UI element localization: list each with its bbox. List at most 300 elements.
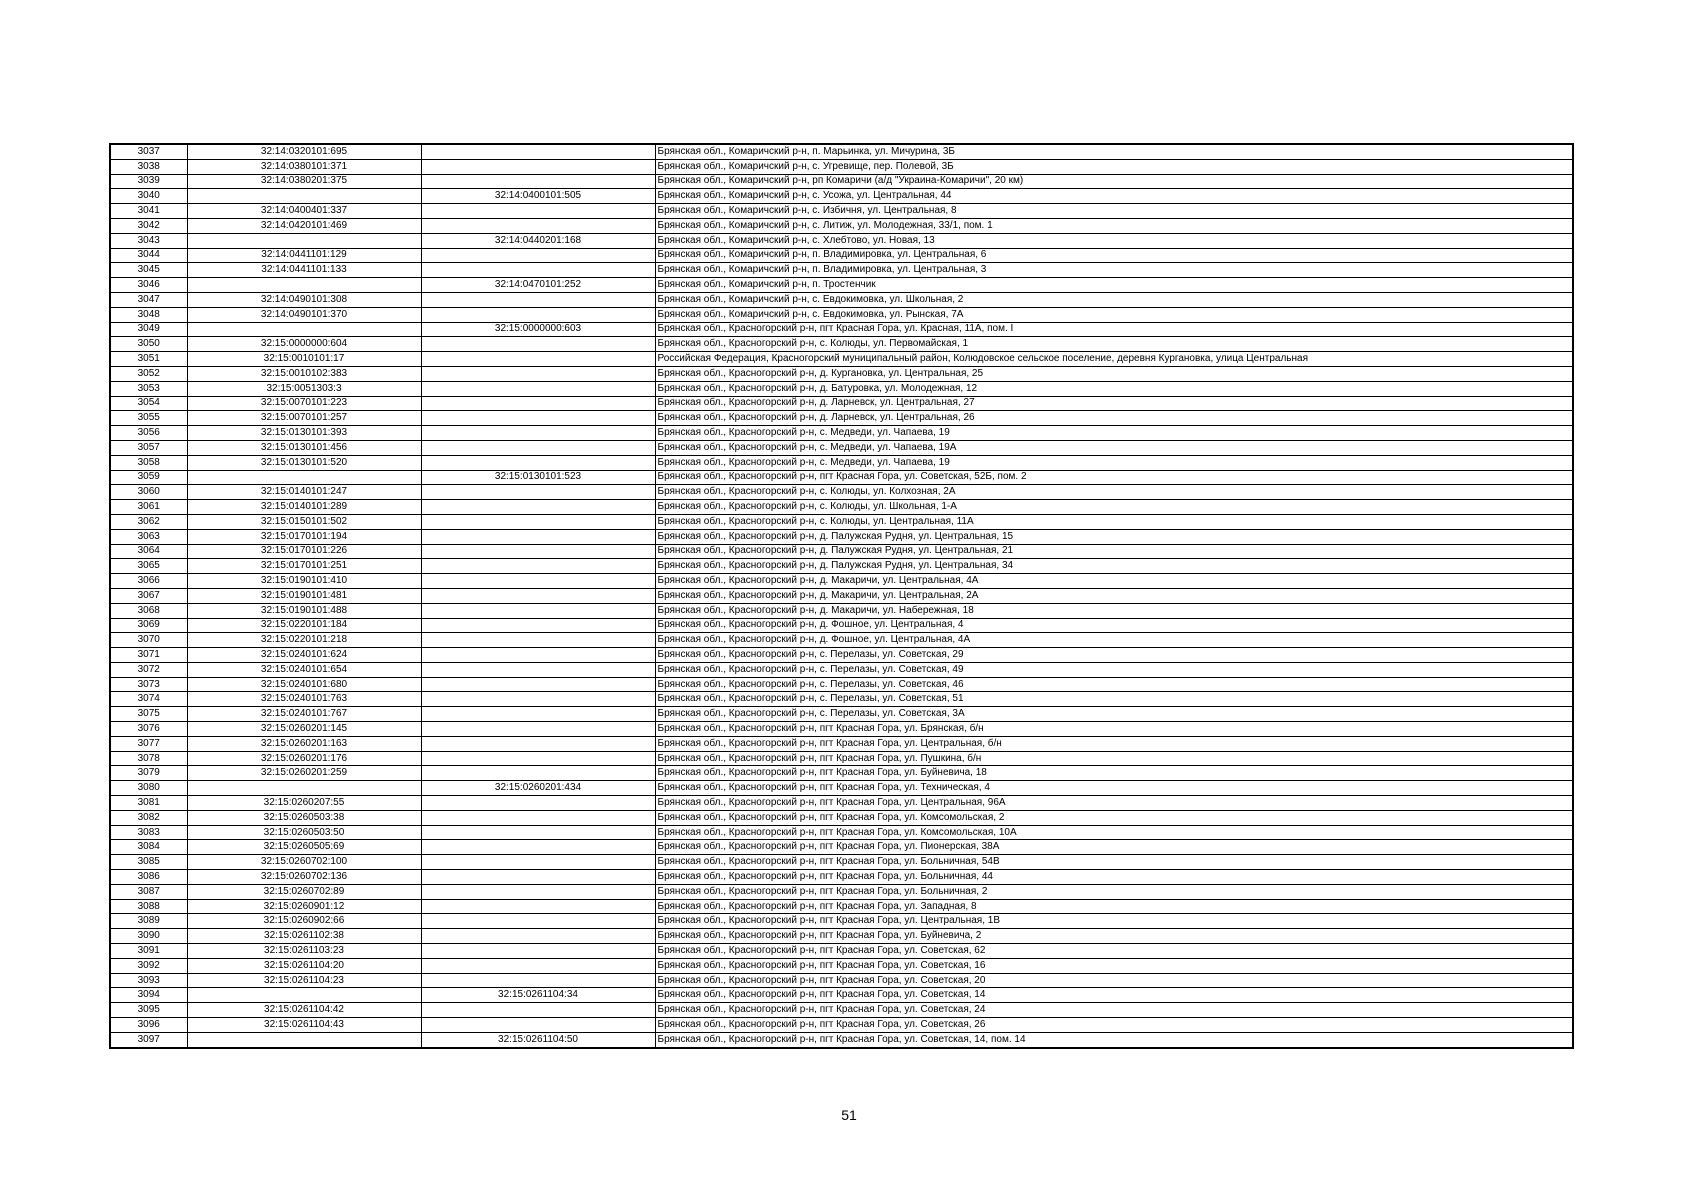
address-cell: Брянская обл., Комаричский р-н, п. Марьинка, ул. Мичурина, 3Б [655, 144, 1573, 159]
row-number-cell: 3073 [110, 677, 187, 692]
table-row [110, 278, 1573, 293]
cadastral-number-alt-cell [421, 914, 655, 929]
cadastral-number-alt-cell [421, 144, 655, 159]
address-cell: Брянская обл., Красногорский р-н, д. Фошное, ул. Центральная, 4А [655, 633, 1573, 648]
cadastral-number-cell [187, 189, 421, 204]
table-row [110, 692, 1573, 707]
row-number-cell: 3040 [110, 189, 187, 204]
address-cell: Брянская обл., Красногорский р-н, пгт Красная Гора, ул. Больничная, 54В [655, 855, 1573, 870]
cadastral-number-cell: 32:15:0130101:393 [187, 426, 421, 441]
address-cell: Брянская обл., Красногорский р-н, д. Палужская Рудня, ул. Центральная, 34 [655, 559, 1573, 574]
cadastral-number-cell: 32:15:0140101:289 [187, 500, 421, 515]
cadastral-number-alt-cell [421, 944, 655, 959]
row-number-cell: 3071 [110, 648, 187, 663]
address-cell: Брянская обл., Комаричский р-н, с. Евдокимовка, ул. Рынская, 7А [655, 307, 1573, 322]
address-cell: Брянская обл., Красногорский р-н, с. Перелазы, ул. Советская, 46 [655, 677, 1573, 692]
cadastral-number-alt-cell [421, 352, 655, 367]
table-row [110, 736, 1573, 751]
table-row [110, 781, 1573, 796]
address-cell: Брянская обл., Красногорский р-н, пгт Красная Гора, ул. Советская, 20 [655, 973, 1573, 988]
address-cell: Брянская обл., Красногорский р-н, пгт Красная Гора, ул. Техническая, 4 [655, 781, 1573, 796]
row-number-cell: 3046 [110, 278, 187, 293]
cadastral-number-cell [187, 1032, 421, 1047]
cadastral-number-cell: 32:15:0260702:89 [187, 884, 421, 899]
cadastral-number-alt-cell [421, 692, 655, 707]
cadastral-number-alt-cell [421, 1003, 655, 1018]
cadastral-number-alt-cell [421, 825, 655, 840]
table-row [110, 988, 1573, 1003]
row-number-cell: 3038 [110, 159, 187, 174]
address-cell: Брянская обл., Красногорский р-н, пгт Красная Гора, ул. Центральная, 96А [655, 796, 1573, 811]
cadastral-number-cell: 32:15:0220101:184 [187, 618, 421, 633]
cadastral-number-alt-cell: 32:15:0000000:603 [421, 322, 655, 337]
row-number-cell: 3060 [110, 485, 187, 500]
cadastral-number-alt-cell [421, 855, 655, 870]
row-number-cell: 3072 [110, 662, 187, 677]
address-cell: Брянская обл., Красногорский р-н, д. Макаричи, ул. Центральная, 2А [655, 588, 1573, 603]
address-cell: Брянская обл., Красногорский р-н, пгт Красная Гора, ул. Советская, 14 [655, 988, 1573, 1003]
row-number-cell: 3097 [110, 1032, 187, 1047]
row-number-cell: 3093 [110, 973, 187, 988]
row-number-cell: 3077 [110, 736, 187, 751]
cadastral-number-cell: 32:15:0000000:604 [187, 337, 421, 352]
cadastral-number-alt-cell [421, 707, 655, 722]
row-number-cell: 3049 [110, 322, 187, 337]
row-number-cell: 3092 [110, 958, 187, 973]
cadastral-number-alt-cell [421, 307, 655, 322]
row-number-cell: 3058 [110, 455, 187, 470]
row-number-cell: 3044 [110, 248, 187, 263]
cadastral-number-cell: 32:15:0170101:194 [187, 529, 421, 544]
address-cell: Брянская обл., Красногорский р-н, пгт Красная Гора, ул. Центральная, б/н [655, 736, 1573, 751]
cadastral-number-cell: 32:15:0260505:69 [187, 840, 421, 855]
table-row [110, 603, 1573, 618]
address-cell: Брянская обл., Красногорский р-н, д. Ларневск, ул. Центральная, 26 [655, 411, 1573, 426]
cadastral-number-cell [187, 781, 421, 796]
address-cell: Брянская обл., Красногорский р-н, д. Ларневск, ул. Центральная, 27 [655, 396, 1573, 411]
address-cell: Брянская обл., Красногорский р-н, пгт Красная Гора, ул. Буйневича, 2 [655, 929, 1573, 944]
cadastral-number-cell: 32:15:0240101:763 [187, 692, 421, 707]
table-row [110, 958, 1573, 973]
cadastral-number-cell: 32:15:0140101:247 [187, 485, 421, 500]
cadastral-number-cell: 32:15:0190101:410 [187, 574, 421, 589]
cadastral-number-cell [187, 322, 421, 337]
table-row [110, 366, 1573, 381]
cadastral-number-alt-cell [421, 159, 655, 174]
address-cell: Брянская обл., Комаричский р-н, п. Владимировка, ул. Центральная, 6 [655, 248, 1573, 263]
cadastral-number-alt-cell [421, 204, 655, 219]
table-row [110, 1003, 1573, 1018]
address-cell: Брянская обл., Комаричский р-н, с. Хлебтово, ул. Новая, 13 [655, 233, 1573, 248]
cadastral-number-alt-cell [421, 485, 655, 500]
table-row [110, 884, 1573, 899]
cadastral-number-cell: 32:15:0261102:38 [187, 929, 421, 944]
address-cell: Брянская обл., Красногорский р-н, с. Перелазы, ул. Советская, 51 [655, 692, 1573, 707]
table-row [110, 751, 1573, 766]
address-cell: Брянская обл., Красногорский р-н, пгт Красная Гора, ул. Советская, 24 [655, 1003, 1573, 1018]
address-cell: Брянская обл., Комаричский р-н, рп Комаричи (а/д "Украина-Комаричи", 20 км) [655, 174, 1573, 189]
row-number-cell: 3061 [110, 500, 187, 515]
cadastral-number-cell: 32:14:0400401:337 [187, 204, 421, 219]
cadastral-number-alt-cell [421, 870, 655, 885]
table-row [110, 233, 1573, 248]
cadastral-number-cell: 32:15:0260901:12 [187, 899, 421, 914]
cadastral-number-alt-cell [421, 722, 655, 737]
row-number-cell: 3074 [110, 692, 187, 707]
cadastral-number-alt-cell [421, 796, 655, 811]
cadastral-number-cell: 32:15:0261104:43 [187, 1018, 421, 1033]
table-row [110, 174, 1573, 189]
table-row [110, 352, 1573, 367]
address-cell: Брянская обл., Красногорский р-н, д. Фошное, ул. Центральная, 4 [655, 618, 1573, 633]
address-cell: Брянская обл., Красногорский р-н, пгт Красная Гора, ул. Больничная, 2 [655, 884, 1573, 899]
cadastral-number-alt-cell [421, 500, 655, 515]
cadastral-number-cell: 32:15:0051303:3 [187, 381, 421, 396]
cadastral-number-cell: 32:14:0441101:129 [187, 248, 421, 263]
row-number-cell: 3079 [110, 766, 187, 781]
table-row [110, 810, 1573, 825]
table-row [110, 677, 1573, 692]
row-number-cell: 3062 [110, 514, 187, 529]
address-cell: Брянская обл., Красногорский р-н, с. Колюды, ул. Центральная, 11А [655, 514, 1573, 529]
table-row [110, 307, 1573, 322]
cadastral-number-cell: 32:15:0260503:50 [187, 825, 421, 840]
table-row [110, 796, 1573, 811]
table-row [110, 204, 1573, 219]
address-cell: Брянская обл., Красногорский р-н, пгт Красная Гора, ул. Комсомольская, 10А [655, 825, 1573, 840]
cadastral-number-cell: 32:15:0260201:176 [187, 751, 421, 766]
row-number-cell: 3094 [110, 988, 187, 1003]
row-number-cell: 3039 [110, 174, 187, 189]
cadastral-number-alt-cell [421, 218, 655, 233]
cadastral-number-cell: 32:15:0170101:226 [187, 544, 421, 559]
address-cell: Брянская обл., Красногорский р-н, д. Палужская Рудня, ул. Центральная, 21 [655, 544, 1573, 559]
row-number-cell: 3082 [110, 810, 187, 825]
row-number-cell: 3076 [110, 722, 187, 737]
table-row [110, 396, 1573, 411]
row-number-cell: 3084 [110, 840, 187, 855]
cadastral-number-cell: 32:14:0380101:371 [187, 159, 421, 174]
row-number-cell: 3089 [110, 914, 187, 929]
cadastral-number-cell: 32:15:0260902:66 [187, 914, 421, 929]
cadastral-number-alt-cell [421, 529, 655, 544]
address-cell: Брянская обл., Красногорский р-н, пгт Красная Гора, ул. Центральная, 1В [655, 914, 1573, 929]
address-cell: Брянская обл., Красногорский р-н, пгт Красная Гора, ул. Пушкина, б/н [655, 751, 1573, 766]
row-number-cell: 3051 [110, 352, 187, 367]
row-number-cell: 3069 [110, 618, 187, 633]
cadastral-number-alt-cell [421, 736, 655, 751]
row-number-cell: 3057 [110, 440, 187, 455]
cadastral-number-alt-cell [421, 544, 655, 559]
cadastral-number-cell: 32:15:0130101:456 [187, 440, 421, 455]
address-cell: Брянская обл., Красногорский р-н, с. Медведи, ул. Чапаева, 19 [655, 426, 1573, 441]
table-row [110, 766, 1573, 781]
address-cell: Брянская обл., Красногорский р-н, пгт Красная Гора, ул. Комсомольская, 2 [655, 810, 1573, 825]
cadastral-number-cell: 32:14:0320101:695 [187, 144, 421, 159]
row-number-cell: 3075 [110, 707, 187, 722]
row-number-cell: 3037 [110, 144, 187, 159]
cadastral-number-cell: 32:15:0260201:145 [187, 722, 421, 737]
cadastral-number-alt-cell [421, 455, 655, 470]
row-number-cell: 3096 [110, 1018, 187, 1033]
table-row [110, 159, 1573, 174]
cadastral-number-alt-cell: 32:14:0440201:168 [421, 233, 655, 248]
row-number-cell: 3088 [110, 899, 187, 914]
address-cell: Брянская обл., Красногорский р-н, с. Колюды, ул. Школьная, 1-А [655, 500, 1573, 515]
row-number-cell: 3083 [110, 825, 187, 840]
table-row [110, 914, 1573, 929]
cadastral-number-cell: 32:15:0260702:100 [187, 855, 421, 870]
table-row [110, 485, 1573, 500]
table-body [110, 144, 1573, 1048]
row-number-cell: 3068 [110, 603, 187, 618]
address-cell: Брянская обл., Красногорский р-н, пгт Красная Гора, ул. Советская, 62 [655, 944, 1573, 959]
address-cell: Брянская обл., Красногорский р-н, пгт Красная Гора, ул. Пионерская, 38А [655, 840, 1573, 855]
cadastral-number-alt-cell [421, 174, 655, 189]
cadastral-number-cell: 32:15:0260702:136 [187, 870, 421, 885]
table-row [110, 248, 1573, 263]
table-row [110, 929, 1573, 944]
cadastral-number-cell: 32:15:0261104:23 [187, 973, 421, 988]
table-row [110, 825, 1573, 840]
row-number-cell: 3042 [110, 218, 187, 233]
cadastral-number-cell: 32:15:0010102:383 [187, 366, 421, 381]
address-cell: Брянская обл., Комаричский р-н, с. Евдокимовка, ул. Школьная, 2 [655, 292, 1573, 307]
cadastral-number-alt-cell [421, 514, 655, 529]
row-number-cell: 3066 [110, 574, 187, 589]
cadastral-number-alt-cell [421, 648, 655, 663]
cadastral-number-cell: 32:14:0490101:370 [187, 307, 421, 322]
address-cell: Брянская обл., Красногорский р-н, д. Палужская Рудня, ул. Центральная, 15 [655, 529, 1573, 544]
cadastral-number-alt-cell: 32:15:0130101:523 [421, 470, 655, 485]
cadastral-number-cell: 32:15:0240101:624 [187, 648, 421, 663]
row-number-cell: 3043 [110, 233, 187, 248]
cadastral-number-cell: 32:15:0260201:163 [187, 736, 421, 751]
row-number-cell: 3064 [110, 544, 187, 559]
row-number-cell: 3090 [110, 929, 187, 944]
table-row [110, 455, 1573, 470]
row-number-cell: 3085 [110, 855, 187, 870]
cadastral-number-cell [187, 470, 421, 485]
address-cell: Брянская обл., Красногорский р-н, пгт Красная Гора, ул. Советская, 26 [655, 1018, 1573, 1033]
cadastral-number-alt-cell [421, 396, 655, 411]
address-cell: Брянская обл., Комаричский р-н, с. Литиж, ул. Молодежная, 33/1, пом. 1 [655, 218, 1573, 233]
cadastral-number-alt-cell [421, 618, 655, 633]
table-row [110, 322, 1573, 337]
cadastral-number-alt-cell [421, 559, 655, 574]
table-row [110, 973, 1573, 988]
cadastral-number-cell [187, 278, 421, 293]
row-number-cell: 3053 [110, 381, 187, 396]
row-number-cell: 3063 [110, 529, 187, 544]
cadastral-number-alt-cell [421, 662, 655, 677]
cadastral-number-alt-cell [421, 958, 655, 973]
cadastral-number-cell [187, 233, 421, 248]
cadastral-number-alt-cell [421, 884, 655, 899]
cadastral-number-alt-cell [421, 1018, 655, 1033]
cadastral-number-cell: 32:15:0260201:259 [187, 766, 421, 781]
table-row [110, 840, 1573, 855]
cadastral-number-cell: 32:15:0190101:488 [187, 603, 421, 618]
table-row [110, 944, 1573, 959]
table-row [110, 381, 1573, 396]
table-row [110, 514, 1573, 529]
address-cell: Брянская обл., Красногорский р-н, д. Батуровка, ул. Молодежная, 12 [655, 381, 1573, 396]
cadastral-number-cell: 32:15:0261103:23 [187, 944, 421, 959]
cadastral-number-alt-cell [421, 337, 655, 352]
address-cell: Брянская обл., Красногорский р-н, д. Макаричи, ул. Набережная, 18 [655, 603, 1573, 618]
row-number-cell: 3050 [110, 337, 187, 352]
cadastral-number-cell: 32:15:0261104:42 [187, 1003, 421, 1018]
table-row [110, 292, 1573, 307]
cadastral-number-cell: 32:15:0240101:680 [187, 677, 421, 692]
address-cell: Брянская обл., Красногорский р-н, д. Кургановка, ул. Центральная, 25 [655, 366, 1573, 381]
row-number-cell: 3065 [110, 559, 187, 574]
address-cell: Брянская обл., Красногорский р-н, с. Колюды, ул. Колхозная, 2А [655, 485, 1573, 500]
row-number-cell: 3070 [110, 633, 187, 648]
table-row [110, 144, 1573, 159]
cadastral-number-alt-cell [421, 810, 655, 825]
cadastral-number-alt-cell: 32:15:0261104:50 [421, 1032, 655, 1047]
cadastral-number-alt-cell [421, 263, 655, 278]
table-row [110, 426, 1573, 441]
row-number-cell: 3052 [110, 366, 187, 381]
address-cell: Брянская обл., Красногорский р-н, пгт Красная Гора, ул. Брянская, б/н [655, 722, 1573, 737]
cadastral-number-alt-cell [421, 411, 655, 426]
cadastral-number-alt-cell [421, 899, 655, 914]
row-number-cell: 3056 [110, 426, 187, 441]
cadastral-number-cell: 32:15:0261104:20 [187, 958, 421, 973]
address-cell: Брянская обл., Красногорский р-н, пгт Красная Гора, ул. Больничная, 44 [655, 870, 1573, 885]
row-number-cell: 3078 [110, 751, 187, 766]
address-cell: Брянская обл., Красногорский р-н, пгт Красная Гора, ул. Советская, 52Б, пом. 2 [655, 470, 1573, 485]
table-row [110, 500, 1573, 515]
cadastral-number-alt-cell [421, 633, 655, 648]
address-cell: Брянская обл., Красногорский р-н, пгт Красная Гора, ул. Красная, 11А, пом. I [655, 322, 1573, 337]
table-row [110, 218, 1573, 233]
row-number-cell: 3091 [110, 944, 187, 959]
cadastral-number-alt-cell [421, 603, 655, 618]
cadastral-number-cell: 32:14:0441101:133 [187, 263, 421, 278]
cadastral-number-alt-cell [421, 929, 655, 944]
address-cell: Брянская обл., Красногорский р-н, пгт Красная Гора, ул. Западная, 8 [655, 899, 1573, 914]
table-row [110, 722, 1573, 737]
cadastral-number-cell: 32:15:0150101:502 [187, 514, 421, 529]
address-cell: Брянская обл., Красногорский р-н, с. Медведи, ул. Чапаева, 19А [655, 440, 1573, 455]
row-number-cell: 3087 [110, 884, 187, 899]
table-row [110, 618, 1573, 633]
address-cell: Брянская обл., Красногорский р-н, пгт Красная Гора, ул. Советская, 14, пом. 14 [655, 1032, 1573, 1047]
cadastral-number-alt-cell [421, 366, 655, 381]
cadastral-number-alt-cell: 32:15:0261104:34 [421, 988, 655, 1003]
cadastral-number-cell: 32:15:0260503:38 [187, 810, 421, 825]
address-cell: Брянская обл., Комаричский р-н, с. Угревище, пер. Полевой, 3Б [655, 159, 1573, 174]
address-cell: Брянская обл., Комаричский р-н, с. Избичня, ул. Центральная, 8 [655, 204, 1573, 219]
table-row [110, 588, 1573, 603]
cadastral-number-alt-cell [421, 840, 655, 855]
address-cell: Брянская обл., Красногорский р-н, с. Перелазы, ул. Советская, 3А [655, 707, 1573, 722]
table-row [110, 544, 1573, 559]
table-row [110, 707, 1573, 722]
address-cell: Брянская обл., Комаричский р-н, п. Владимировка, ул. Центральная, 3 [655, 263, 1573, 278]
cadastral-number-cell: 32:15:0260207:55 [187, 796, 421, 811]
row-number-cell: 3054 [110, 396, 187, 411]
cadastral-number-alt-cell [421, 677, 655, 692]
row-number-cell: 3055 [110, 411, 187, 426]
cadastral-number-alt-cell [421, 440, 655, 455]
table-row [110, 1018, 1573, 1033]
table-row [110, 337, 1573, 352]
cadastral-number-cell: 32:14:0490101:308 [187, 292, 421, 307]
cadastral-number-alt-cell [421, 766, 655, 781]
address-cell: Брянская обл., Комаричский р-н, п. Тростенчик [655, 278, 1573, 293]
table-row [110, 559, 1573, 574]
address-cell: Брянская обл., Красногорский р-н, с. Перелазы, ул. Советская, 29 [655, 648, 1573, 663]
cadastral-number-alt-cell [421, 574, 655, 589]
cadastral-number-cell: 32:15:0240101:767 [187, 707, 421, 722]
row-number-cell: 3095 [110, 1003, 187, 1018]
address-cell: Брянская обл., Красногорский р-н, с. Колюды, ул. Первомайская, 1 [655, 337, 1573, 352]
address-cell: Брянская обл., Красногорский р-н, пгт Красная Гора, ул. Буйневича, 18 [655, 766, 1573, 781]
row-number-cell: 3045 [110, 263, 187, 278]
cadastral-number-cell: 32:15:0130101:520 [187, 455, 421, 470]
cadastral-number-cell: 32:15:0190101:481 [187, 588, 421, 603]
table-row [110, 662, 1573, 677]
table-row [110, 648, 1573, 663]
cadastral-number-alt-cell [421, 588, 655, 603]
cadastral-number-alt-cell [421, 248, 655, 263]
table-row [110, 411, 1573, 426]
cadastral-number-cell [187, 988, 421, 1003]
address-cell: Российская Федерация, Красногорский муниципальный район, Колюдовское сельское поселение, деревня Кургановка, улица Центральная [655, 352, 1573, 367]
cadastral-number-alt-cell [421, 973, 655, 988]
cadastral-number-cell: 32:15:0070101:257 [187, 411, 421, 426]
table-row [110, 529, 1573, 544]
cadastral-number-cell: 32:15:0010101:17 [187, 352, 421, 367]
address-cell: Брянская обл., Красногорский р-н, с. Медведи, ул. Чапаева, 19 [655, 455, 1573, 470]
row-number-cell: 3086 [110, 870, 187, 885]
table-row [110, 870, 1573, 885]
address-cell: Брянская обл., Красногорский р-н, д. Макаричи, ул. Центральная, 4А [655, 574, 1573, 589]
table-row [110, 440, 1573, 455]
row-number-cell: 3047 [110, 292, 187, 307]
cadastral-number-cell: 32:14:0420101:469 [187, 218, 421, 233]
table-row [110, 189, 1573, 204]
row-number-cell: 3067 [110, 588, 187, 603]
table-row [110, 1032, 1573, 1047]
cadastral-number-cell: 32:15:0070101:223 [187, 396, 421, 411]
cadastral-number-alt-cell [421, 292, 655, 307]
address-cell: Брянская обл., Красногорский р-н, пгт Красная Гора, ул. Советская, 16 [655, 958, 1573, 973]
table-row [110, 263, 1573, 278]
address-cell: Брянская обл., Красногорский р-н, с. Перелазы, ул. Советская, 49 [655, 662, 1573, 677]
cadastral-number-alt-cell: 32:14:0470101:252 [421, 278, 655, 293]
row-number-cell: 3059 [110, 470, 187, 485]
table-row [110, 633, 1573, 648]
table-row [110, 855, 1573, 870]
row-number-cell: 3080 [110, 781, 187, 796]
row-number-cell: 3081 [110, 796, 187, 811]
page-number: 51 [841, 1107, 857, 1123]
cadastral-number-alt-cell: 32:14:0400101:505 [421, 189, 655, 204]
table-row [110, 470, 1573, 485]
cadastral-number-cell: 32:14:0380201:375 [187, 174, 421, 189]
table-row [110, 574, 1573, 589]
address-cell: Брянская обл., Комаричский р-н, с. Усожа, ул. Центральная, 44 [655, 189, 1573, 204]
table-row [110, 899, 1573, 914]
cadastral-number-cell: 32:15:0170101:251 [187, 559, 421, 574]
cadastral-number-alt-cell [421, 751, 655, 766]
